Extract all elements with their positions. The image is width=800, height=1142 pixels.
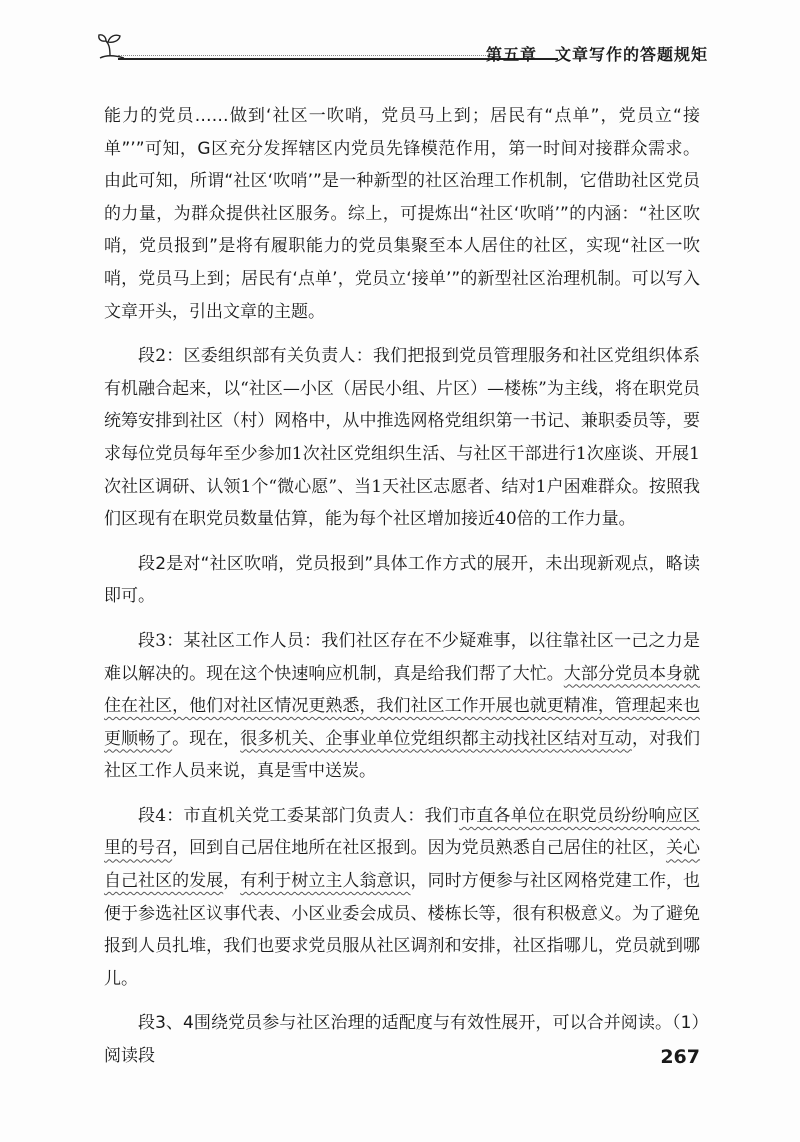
underlined-phrase: 很多机关、企事业单位党组织都主动找社区结对互动 [240, 728, 632, 749]
page-body [104, 100, 700, 1085]
paragraph [104, 340, 700, 536]
text-run: 段3：某社区工作人员：我们社区存在不少疑难事，以往靠社区一己之力是难以解决的。现在这个快速响应机制，真是给我们帮了大忙。 [104, 630, 700, 684]
text-run: ，对我们社区工作人员来说，真是雪中送炭。 [104, 728, 701, 782]
header-dotted-rule [118, 55, 488, 56]
paragraph [104, 800, 700, 996]
chapter-label: 第五章 [485, 45, 537, 64]
page-number: 267 [660, 1046, 700, 1068]
underlined-phrase: 关心自己社区的发展 [104, 838, 701, 892]
running-header [96, 30, 708, 66]
text-run: ，回到自己居住地所在社区报到。因为党员熟悉自己居住的社区， [172, 838, 666, 859]
text-run: 。现在， [172, 728, 241, 749]
text-run: ，同时方便参与社区网格党建工作，也便于参选社区议事代表、小区业委会成员、楼栋长等，很有积极意义。为了避免报到人员扎堆，我们也要求党员服从社区调剂和安排，社区指哪儿，党员就到哪儿。 [104, 871, 701, 989]
underlined-phrase: 有利于树立主人翁意识 [240, 871, 411, 892]
text-run: 能力的党员……做到‘社区一吹哨，党员马上到；居民有“点单”，党员立“接单”’”可知，G区充分发挥辖区内党员先锋模范作用，第一时间对接群众需求。由此可知，所谓“社区‘吹哨’”是一种新型的社区治理工作机制，它借助社区党员的力量，为群众提供社区服务。综上，可提炼出“社区‘吹哨’”的内涵：“社区吹哨，党员报到”是将有履职能力的党员集聚至本人居住的社区，实现“社区一吹哨，党员马上到；居民有‘点单’，党员立‘接单’”的新型社区治理机制。可以写入文章开头，引出文章的主题。 [104, 106, 700, 322]
chapter-title: 文章写作的答题规矩 [554, 45, 708, 64]
paragraph [104, 625, 700, 788]
text-run: ， [223, 871, 241, 892]
text-run: 段2是对“社区吹哨，党员报到”具体工作方式的展开，未出现新观点，略读即可。 [104, 553, 700, 607]
paragraph [104, 100, 700, 328]
header-title [486, 42, 708, 65]
text-run: 段2：区委组织部有关负责人：我们把报到党员管理服务和社区党组织体系有机融合起来，以“社区—小区（居民小组、片区）—楼栋”为主线，将在职党员统筹安排到社区（村）网格中，从中推选网格党组织第一书记、兼职委员等，要求每位党员每年至少参加1次社区党组织生活、与社区干部进行1次座谈、开展1次社区调研、认领1个“微心愿”、当1天社区志愿者、结对1户困难群众。按照我们区现有在职党员数量估算，能为每个社区增加接近40倍的工作力量。 [104, 346, 700, 530]
text-run: 段4：市直机关党工委某部门负责人：我们 [138, 805, 460, 826]
paragraph [104, 1007, 700, 1072]
paragraph [104, 548, 700, 613]
underlined-phrase: 大部分党员本身就住在社区，他们对社区情况更熟悉，我们社区工作开展也就更精准，管理起来也更顺畅了 [104, 663, 701, 749]
underlined-phrase: 市直各单位在职党员纷纷响应区里的号召 [104, 805, 700, 859]
text-run: 段3、4围绕党员参与社区治理的适配度与有效性展开，可以合并阅读。（1）阅读段 [104, 1013, 700, 1067]
